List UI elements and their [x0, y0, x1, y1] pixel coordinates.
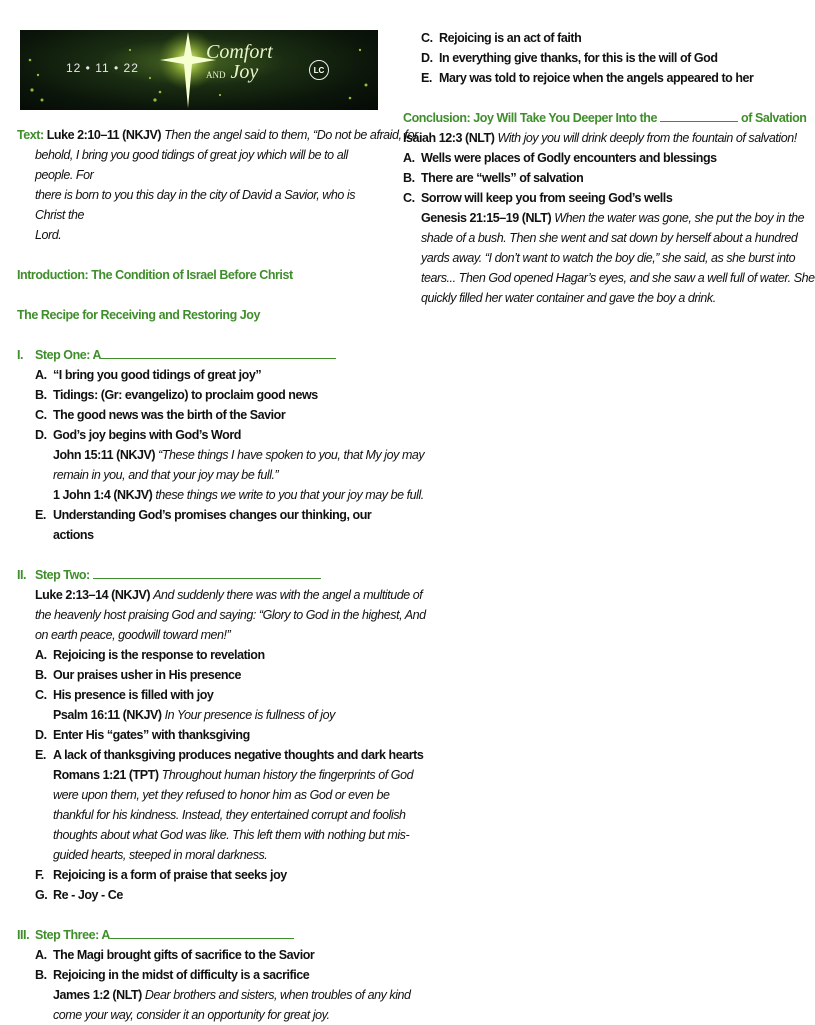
item-label: F.: [35, 868, 44, 882]
scripture-reference: James 1:2 (NLT): [53, 988, 142, 1002]
list-item: [403, 168, 757, 188]
item-label: D.: [421, 51, 433, 65]
list-item: [35, 685, 373, 705]
list-item: [35, 865, 373, 885]
list-item: [35, 645, 373, 665]
list-item: [35, 665, 373, 685]
item-text: In everything give thanks, for this is the will of God: [439, 51, 718, 65]
scripture-romans: [35, 765, 414, 865]
item-label: D.: [35, 728, 47, 742]
fill-in-blank: [660, 108, 738, 122]
logo-line2: Joy: [230, 61, 259, 83]
item-text: of Salvation: [741, 111, 807, 125]
text-passage: [17, 125, 418, 245]
list-item: [421, 68, 757, 88]
introduction-heading: Introduction: The Condition of Israel Before Christ: [17, 268, 293, 282]
item-text: thankful for his kindness. Instead, they entertained corrupt and foolish: [53, 808, 406, 822]
scripture-reference: 1 John 1:4 (NKJV): [53, 488, 153, 502]
item-text: There are “wells” of salvation: [421, 171, 584, 185]
list-item: [35, 385, 373, 405]
step-three-heading: [17, 925, 373, 945]
item-text: God’s joy begins with God’s Word: [53, 428, 241, 442]
conclusion-list: [403, 148, 815, 308]
list-item: [35, 425, 373, 445]
item-text: Rejoicing is the response to revelation: [53, 648, 265, 662]
item-label: B.: [35, 968, 47, 982]
fill-in-blank: [93, 565, 321, 579]
step-title: Step One: A: [35, 348, 102, 362]
text-label: Text:: [17, 128, 44, 142]
text-line: Then the angel said to them, “Do not be afraid, for: [164, 128, 418, 142]
logo-line1: Comfort: [206, 41, 273, 63]
item-text: Tidings: (Gr: evangelizo) to proclaim good news: [53, 388, 318, 402]
item-label: A.: [403, 151, 415, 165]
scripture-reference: Romans 1:21 (TPT): [53, 768, 159, 782]
item-text: shade of a bush. Then she went and sat down by herself about a hundred: [421, 231, 798, 245]
item-label: A.: [35, 948, 47, 962]
header-banner: [20, 30, 378, 110]
item-label: E.: [421, 71, 432, 85]
item-text: thoughts about what God was like. This left them with nothing but mis-: [53, 828, 410, 842]
item-label: C.: [35, 408, 47, 422]
item-text: Conclusion: Joy Will Take You Deeper Into the: [403, 111, 657, 125]
item-label: E.: [35, 508, 46, 522]
item-text: In Your presence is fullness of joy: [164, 708, 335, 722]
item-text: Our praises usher in His presence: [53, 668, 242, 682]
item-label: D.: [35, 428, 47, 442]
scripture-reference: John 15:11 (NKJV): [53, 448, 156, 462]
step-number: III.: [17, 928, 30, 942]
list-item: [35, 365, 373, 385]
item-text: “These things I have spoken to you, that My joy may: [158, 448, 425, 462]
item-text: The good news was the birth of the Savior: [53, 408, 286, 422]
item-text: guided hearts, steeped in moral darkness.: [53, 848, 268, 862]
item-label: C.: [35, 688, 47, 702]
fill-in-blank: [101, 345, 336, 359]
isaiah-text: With joy you will drink deeply from the fountain of salvation!: [497, 131, 797, 145]
item-text: on earth peace, goodwill toward men!”: [35, 628, 231, 642]
item-label: C.: [421, 31, 433, 45]
item-label: B.: [35, 388, 47, 402]
item-text: “I bring you good tidings of great joy”: [53, 368, 262, 382]
conclusion-heading: [403, 108, 807, 128]
item-text: were upon them, yet they refused to honor him as God or even be: [53, 788, 390, 802]
step-three-list: [17, 945, 411, 1025]
item-label: C.: [403, 191, 415, 205]
list-item: [35, 945, 373, 965]
comfort-and-joy-logo: [206, 42, 273, 85]
right-column: [403, 28, 815, 308]
item-text: And suddenly there was with the angel a multitude of: [153, 588, 423, 602]
item-label: B.: [35, 668, 47, 682]
scripture-psalm: [35, 705, 373, 725]
item-label: A.: [35, 648, 47, 662]
list-item: [421, 28, 757, 48]
item-text: Rejoicing in the midst of difficulty is a sacrifice: [53, 968, 310, 982]
list-item: [35, 965, 373, 985]
list-item: [403, 148, 757, 168]
item-text: remain in you, and that your joy may be full.”: [53, 468, 279, 482]
scripture-genesis: [403, 208, 815, 308]
scripture-james: [35, 985, 411, 1025]
fill-in-blank: [110, 925, 294, 939]
step-title: Step Two:: [35, 568, 90, 582]
list-item: [35, 505, 373, 545]
step-number: I.: [17, 348, 24, 362]
church-badge: LC: [309, 60, 329, 80]
item-text: His presence is filled with joy: [53, 688, 214, 702]
item-label: A.: [35, 368, 47, 382]
item-label: E.: [35, 748, 46, 762]
text-reference: Luke 2:10–11 (NKJV): [46, 128, 162, 142]
scripture-reference: Genesis 21:15–19 (NLT): [421, 211, 552, 225]
scripture-reference: Psalm 16:11 (NKJV): [53, 708, 162, 722]
left-column: [17, 125, 426, 1025]
item-text: yards away. “I don’t want to watch the boy die,” she said, as she burst into: [421, 251, 796, 265]
item-text: the heavenly host praising God and saying: “Glory to God in the highest, And: [35, 608, 426, 622]
banner-date: 12 • 11 • 22: [66, 61, 139, 75]
item-text: Throughout human history the fingerprints of God: [161, 768, 414, 782]
recipe-heading: The Recipe for Receiving and Restoring Joy: [17, 308, 260, 322]
step-number: II.: [17, 568, 27, 582]
step-one-heading: [17, 345, 373, 365]
text-line: there is born to you this day in the city of David a Savior, who is Christ the: [35, 188, 356, 222]
item-label: B.: [403, 171, 415, 185]
list-item: [35, 725, 373, 745]
item-text: quickly filled her water container and gave the boy a drink.: [421, 291, 716, 305]
item-text: Re - Joy - Ce: [53, 888, 123, 902]
item-text: Rejoicing is a form of praise that seeks joy: [53, 868, 287, 882]
item-text: Mary was told to rejoice when the angels appeared to her: [439, 71, 754, 85]
item-text: Enter His “gates” with thanksgiving: [53, 728, 250, 742]
text-line: behold, I bring you good tidings of great joy which will be to all people. For: [35, 148, 348, 182]
item-text: Rejoicing is an act of faith: [439, 31, 582, 45]
step-three-continued: [403, 28, 757, 88]
item-label: G.: [35, 888, 48, 902]
item-text: The Magi brought gifts of sacrifice to the Savior: [53, 948, 315, 962]
step-two-list: [17, 585, 426, 905]
step-one-list: [17, 365, 425, 545]
list-item: [35, 745, 424, 765]
item-text: A lack of thanksgiving produces negative thoughts and dark hearts: [53, 748, 424, 762]
list-item: [35, 885, 373, 905]
list-item: [421, 48, 757, 68]
item-text: Understanding God’s promises changes our thinking, our actions: [53, 508, 372, 542]
item-text: these things we write to you that your joy may be full.: [155, 488, 424, 502]
list-item: [35, 405, 373, 425]
isaiah-reference: Isaiah 12:3 (NLT): [403, 131, 495, 145]
item-text: Dear brothers and sisters, when troubles of any kind: [144, 988, 411, 1002]
step-title: Step Three: A: [35, 928, 110, 942]
logo-and: AND: [206, 70, 226, 80]
text-line: Lord.: [35, 228, 62, 242]
step-two-heading: [17, 565, 373, 585]
item-text: Sorrow will keep you from seeing God’s wells: [421, 191, 673, 205]
scripture-reference: Luke 2:13–14 (NKJV): [35, 588, 151, 602]
item-text: come your way, consider it an opportunity for great joy.: [53, 1008, 330, 1022]
item-text: tears... Then God opened Hagar’s eyes, and she saw a well full of water. She: [421, 271, 815, 285]
item-text: Wells were places of Godly encounters and blessings: [421, 151, 717, 165]
scripture-john: [35, 445, 425, 505]
item-text: When the water was gone, she put the boy in the: [554, 211, 805, 225]
list-item: [403, 188, 757, 208]
